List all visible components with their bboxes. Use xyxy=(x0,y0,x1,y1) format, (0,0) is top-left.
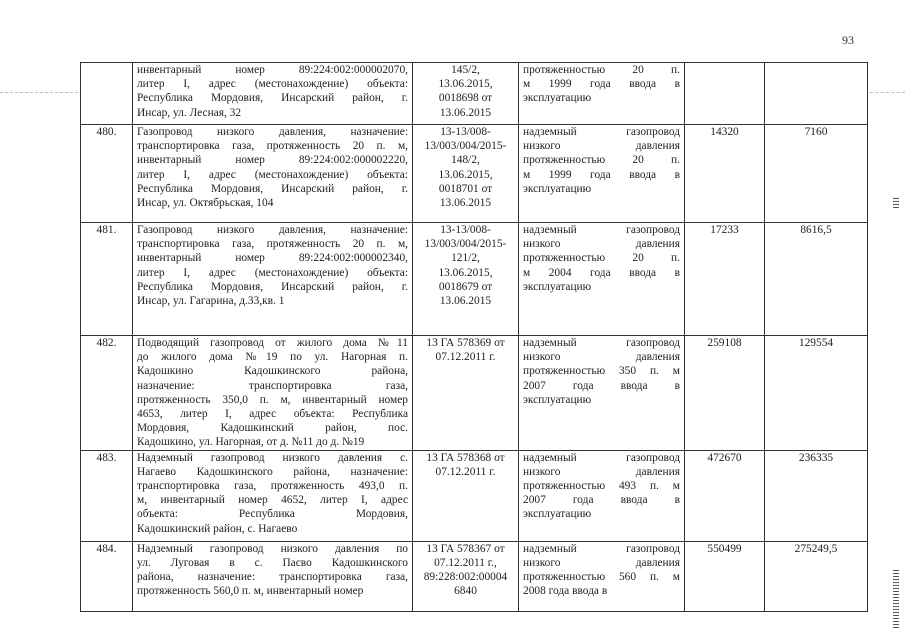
desc-line: Инсар, ул. Гагарина, д.33,кв. 1 xyxy=(137,295,285,308)
object-characteristics xyxy=(519,541,685,611)
desc-line: транспортировка газа, протяженность 493,0 п. xyxy=(137,480,408,493)
value-1: 472670 xyxy=(685,450,765,541)
table-row xyxy=(81,450,868,541)
value-1 xyxy=(685,63,765,125)
reg-line: 13-13/008- xyxy=(440,126,491,138)
value-1: 17233 xyxy=(685,223,765,336)
row-number: 482. xyxy=(81,336,133,451)
reg-line: 13.06.2015, xyxy=(438,78,493,91)
reg-line: 13 ГА 578369 от xyxy=(426,337,505,349)
value-1: 259108 xyxy=(685,336,765,451)
scan-artifact-line xyxy=(0,92,78,93)
desc-line: Надземный газопровод низкого давления по xyxy=(137,542,408,555)
reg-line: 13 ГА 578368 от xyxy=(426,451,505,464)
reg-line: 07.12.2011 г. xyxy=(435,351,496,364)
scan-edge-mark xyxy=(893,198,899,210)
object-description xyxy=(133,125,413,223)
char-line: надземный газопровод xyxy=(523,451,680,464)
char-line: надземный газопровод xyxy=(523,542,680,555)
value-1: 550499 xyxy=(685,541,765,611)
row-number: 483. xyxy=(81,450,133,541)
desc-line: протяженность 350,0 п. м, инвентарный номер xyxy=(137,393,408,406)
desc-line: Республика Мордовия, Инсарский район, г. xyxy=(137,92,408,105)
desc-line: Инсар, ул. Лесная, 32 xyxy=(137,106,242,119)
reg-line: 148/2, xyxy=(451,154,480,167)
page-number: 93 xyxy=(842,33,854,47)
value-2: 275249,5 xyxy=(765,541,868,611)
char-line: 2008 года ввода в xyxy=(523,585,608,598)
desc-line: литер I, адрес (местонахождение) объекта: xyxy=(137,78,408,91)
reg-line: 13.06.2015, xyxy=(438,168,493,181)
object-characteristics xyxy=(519,450,685,541)
registration-details xyxy=(413,336,519,451)
row-number: 480. xyxy=(81,125,133,223)
desc-line: Газопровод низкого давления, назначение: xyxy=(137,224,408,236)
reg-line: 145/2, xyxy=(451,64,480,76)
char-line: протяженностью 350 п. м xyxy=(523,365,680,378)
char-line: надземный газопровод xyxy=(523,126,680,138)
desc-line: назначение: транспортировка газа, xyxy=(137,379,408,392)
desc-line: инвентарный номер 89:224:002:000002340, xyxy=(137,252,408,265)
reg-line: 07.12.2011 г., xyxy=(434,556,497,569)
reg-line: 13.06.2015 xyxy=(439,106,492,119)
char-line: м 1999 года ввода в xyxy=(523,78,680,91)
desc-line: м, инвентарный номер 4652, литер I, адрес xyxy=(137,494,408,507)
registration-details xyxy=(413,125,519,223)
desc-line: до жилого дома №19 по ул. Нагорная п. xyxy=(137,351,408,364)
char-line: низкого давления xyxy=(523,140,680,153)
desc-line: Подводящий газопровод от жилого дома №11 xyxy=(137,337,408,349)
object-description xyxy=(133,63,413,125)
desc-line: Республика Мордовия, Инсарский район, г. xyxy=(137,280,408,293)
char-line: 2007 года ввода в xyxy=(523,494,680,507)
desc-line: транспортировка газа, протяженность 20 п. м, xyxy=(137,238,408,251)
desc-line: Нагаево Кадошкинского района, назначение: xyxy=(137,465,408,478)
char-line: низкого давления xyxy=(523,238,680,251)
reg-line: 13/003/004/2015- xyxy=(424,238,507,251)
char-line: низкого давления xyxy=(523,556,680,569)
reg-line: 13.06.2015, xyxy=(438,266,493,279)
desc-line: ул. Луговая в с. Пасво Кадошкинского xyxy=(137,556,408,569)
desc-line: 4653, литер I, адрес объекта: Республика xyxy=(137,408,408,421)
reg-line: 07.12.2011 г. xyxy=(435,465,496,478)
desc-line: протяженность 560,0 п. м, инвентарный номер xyxy=(137,585,364,598)
object-description xyxy=(133,336,413,451)
char-line: надземный газопровод xyxy=(523,224,680,236)
object-description xyxy=(133,223,413,336)
row-number xyxy=(81,63,133,125)
char-line: протяженностью 20 п. xyxy=(523,154,680,167)
table-row xyxy=(81,125,868,223)
value-2: 7160 xyxy=(765,125,868,223)
char-line: протяженностью 20 п. xyxy=(523,252,680,265)
char-line: низкого давления xyxy=(523,351,680,364)
table-row xyxy=(81,223,868,336)
desc-line: литер I, адрес (местонахождение) объекта: xyxy=(137,266,408,279)
reg-line: 13/003/004/2015- xyxy=(424,140,507,153)
reg-line: 0018698 от xyxy=(438,92,493,105)
desc-line: литер I, адрес (местонахождение) объекта: xyxy=(137,168,408,181)
object-characteristics xyxy=(519,125,685,223)
desc-line: инвентарный номер 89:224:002:000002220, xyxy=(137,154,408,167)
char-line: м 1999 года ввода в xyxy=(523,168,680,181)
reg-line: 89:228:002:00004 xyxy=(423,571,508,584)
table-row xyxy=(81,541,868,611)
reg-line: 13.06.2015 xyxy=(439,295,492,308)
object-description xyxy=(133,541,413,611)
object-characteristics xyxy=(519,223,685,336)
char-line: надземный газопровод xyxy=(523,337,680,349)
reg-line: 0018679 от xyxy=(438,280,493,293)
desc-line: Республика Мордовия, Инсарский район, г. xyxy=(137,182,408,195)
scan-edge-mark xyxy=(893,570,899,630)
registration-details xyxy=(413,541,519,611)
registration-details xyxy=(413,450,519,541)
row-number: 481. xyxy=(81,223,133,336)
table-row xyxy=(81,63,868,125)
char-line: низкого давления xyxy=(523,465,680,478)
registration-details xyxy=(413,223,519,336)
desc-line: района, назначение: транспортировка газа, xyxy=(137,571,408,584)
desc-line: Кадошкино Кадошкинского района, xyxy=(137,365,408,378)
value-2: 129554 xyxy=(765,336,868,451)
char-line: протяженностью 493 п. м xyxy=(523,480,680,493)
value-2: 236335 xyxy=(765,450,868,541)
desc-line: Надземный газопровод низкого давления с. xyxy=(137,451,408,464)
char-line: эксплуатацию xyxy=(523,393,592,406)
object-characteristics xyxy=(519,63,685,125)
row-number: 484. xyxy=(81,541,133,611)
reg-line: 13-13/008- xyxy=(440,224,491,236)
desc-line: Инсар, ул. Октябрьская, 104 xyxy=(137,197,274,210)
desc-line: Кадошкинский район, с. Нагаево xyxy=(137,522,298,535)
char-line: 2007 года ввода в xyxy=(523,379,680,392)
char-line: эксплуатацию xyxy=(523,508,592,521)
desc-line: инвентарный номер 89:224:002:000002070, xyxy=(137,64,408,76)
desc-line: транспортировка газа, протяженность 20 п. м, xyxy=(137,140,408,153)
char-line: эксплуатацию xyxy=(523,92,592,105)
value-1: 14320 xyxy=(685,125,765,223)
value-2 xyxy=(765,63,868,125)
char-line: эксплуатацию xyxy=(523,182,592,195)
reg-line: 13.06.2015 xyxy=(439,197,492,210)
desc-line: Газопровод низкого давления, назначение: xyxy=(137,126,408,138)
table-row xyxy=(81,336,868,451)
char-line: м 2004 года ввода в xyxy=(523,266,680,279)
desc-line: Кадошкино, ул. Нагорная, от д. №11 до д. №19 xyxy=(137,436,365,449)
reg-line: 13 ГА 578367 от xyxy=(426,542,505,555)
char-line: протяженностью 20 п. xyxy=(523,64,680,76)
registry-table xyxy=(80,62,868,612)
desc-line: объекта: Республика Мордовия, xyxy=(137,508,408,521)
char-line: протяженностью 560 п. м xyxy=(523,571,680,584)
reg-line: 121/2, xyxy=(451,252,480,265)
reg-line: 6840 xyxy=(454,585,477,598)
object-description xyxy=(133,450,413,541)
char-line: эксплуатацию xyxy=(523,280,592,293)
registration-details xyxy=(413,63,519,125)
scan-artifact-line xyxy=(870,92,905,93)
reg-line: 0018701 от xyxy=(438,182,493,195)
object-characteristics xyxy=(519,336,685,451)
desc-line: Мордовия, Кадошкинский район, пос. xyxy=(137,422,408,435)
value-2: 8616,5 xyxy=(765,223,868,336)
